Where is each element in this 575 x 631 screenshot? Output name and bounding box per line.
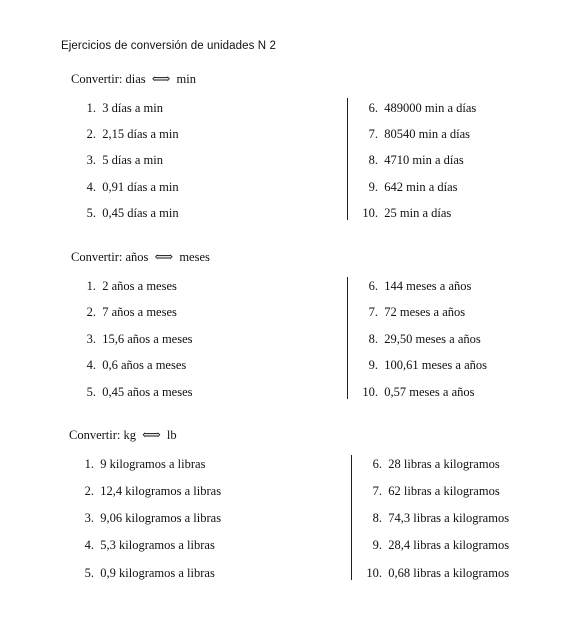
item-number: 6.: [372, 457, 382, 471]
item-number: 6.: [368, 101, 378, 115]
exercise-item: [80, 278, 177, 294]
item-text: 9 kilogramos a libras: [100, 457, 206, 471]
item-number: 4.: [84, 538, 94, 552]
exercise-item: [80, 357, 186, 373]
item-number: 2.: [86, 127, 96, 141]
exercise-item: [356, 152, 464, 168]
item-text: 0,6 años a meses: [102, 358, 187, 372]
item-text: 0,45 años a meses: [102, 385, 193, 399]
item-text: 0,68 libras a kilogramos: [388, 566, 510, 580]
item-number: 3.: [86, 153, 96, 167]
item-number: 7.: [368, 127, 378, 141]
item-number: 5.: [84, 566, 94, 580]
section-heading: [69, 427, 177, 443]
item-number: 4.: [86, 180, 96, 194]
column-divider: [351, 455, 352, 580]
exercise-item: [360, 483, 500, 499]
heading-suffix: min: [176, 72, 196, 86]
item-text: 12,4 kilogramos a libras: [100, 484, 222, 498]
item-text: 15,6 años a meses: [102, 332, 193, 346]
exercise-item: [80, 331, 193, 347]
column-divider: [347, 277, 348, 399]
item-number: 2.: [86, 305, 96, 319]
item-text: 28,4 libras a kilogramos: [388, 538, 510, 552]
item-text: 80540 min a días: [384, 127, 471, 141]
item-number: 9.: [368, 358, 378, 372]
item-number: 5.: [86, 385, 96, 399]
item-text: 100,61 meses a años: [384, 358, 488, 372]
item-text: 2 años a meses: [102, 279, 177, 293]
exercise-item: [78, 456, 205, 472]
exercise-item: [360, 537, 509, 553]
exercise-item: [80, 100, 163, 116]
item-number: 5.: [86, 206, 96, 220]
item-number: 7.: [372, 484, 382, 498]
item-number: 7.: [368, 305, 378, 319]
item-text: 642 min a días: [384, 180, 458, 194]
section-heading: [71, 71, 196, 87]
item-number: 1.: [86, 101, 96, 115]
section-heading: [71, 249, 210, 265]
item-number: 3.: [86, 332, 96, 346]
exercise-item: [80, 384, 193, 400]
item-number: 8.: [368, 153, 378, 167]
item-text: 0,57 meses a años: [384, 385, 475, 399]
exercise-item: [80, 205, 179, 221]
item-number: 8.: [372, 511, 382, 525]
item-text: 0,45 días a min: [102, 206, 179, 220]
heading-prefix: Convertir: años: [71, 250, 149, 264]
exercise-item: [356, 304, 465, 320]
column-divider: [347, 98, 348, 220]
heading-prefix: Convertir: kg: [69, 428, 137, 442]
exercise-item: [356, 357, 487, 373]
item-number: 10.: [362, 385, 378, 399]
item-text: 29,50 meses a años: [384, 332, 481, 346]
item-text: 74,3 libras a kilogramos: [388, 511, 510, 525]
item-number: 9.: [372, 538, 382, 552]
item-text: 5 días a min: [102, 153, 164, 167]
exercise-item: [360, 456, 500, 472]
document-title: Ejercicios de conversión de unidades N 2: [61, 40, 276, 52]
item-text: 2,15 días a min: [102, 127, 179, 141]
item-text: 28 libras a kilogramos: [388, 457, 500, 471]
exercise-item: [80, 179, 179, 195]
exercise-item: [356, 100, 476, 116]
item-text: 144 meses a años: [384, 279, 472, 293]
heading-suffix: lb: [166, 428, 177, 442]
item-number: 2.: [84, 484, 94, 498]
exercise-item: [356, 384, 475, 400]
item-number: 9.: [368, 180, 378, 194]
exercise-item: [80, 152, 163, 168]
double-arrow-icon: ⟺: [142, 427, 161, 442]
item-number: 1.: [86, 279, 96, 293]
item-text: 0,91 días a min: [102, 180, 179, 194]
exercise-item: [356, 126, 470, 142]
item-number: 4.: [86, 358, 96, 372]
item-text: 7 años a meses: [102, 305, 177, 319]
exercise-item: [80, 304, 177, 320]
exercise-item: [78, 483, 221, 499]
exercise-item: [356, 331, 481, 347]
item-text: 72 meses a años: [384, 305, 466, 319]
item-text: 0,9 kilogramos a libras: [100, 566, 215, 580]
exercise-item: [360, 510, 509, 526]
exercise-item: [80, 126, 179, 142]
item-number: 1.: [84, 457, 94, 471]
exercise-item: [356, 179, 458, 195]
double-arrow-icon: ⟺: [151, 71, 171, 86]
item-text: 3 días a min: [102, 101, 164, 115]
item-number: 3.: [84, 511, 94, 525]
item-text: 4710 min a días: [384, 153, 464, 167]
exercise-item: [78, 537, 215, 553]
exercise-item: [78, 565, 215, 581]
double-arrow-icon: ⟺: [154, 249, 174, 264]
heading-prefix: Convertir: dias: [71, 72, 146, 86]
item-text: 62 libras a kilogramos: [388, 484, 500, 498]
heading-suffix: meses: [179, 250, 210, 264]
exercise-item: [356, 278, 471, 294]
item-text: 9,06 kilogramos a libras: [100, 511, 222, 525]
item-text: 25 min a días: [384, 206, 452, 220]
item-text: 489000 min a días: [384, 101, 477, 115]
item-text: 5,3 kilogramos a libras: [100, 538, 215, 552]
item-number: 10.: [362, 206, 378, 220]
item-number: 10.: [366, 566, 382, 580]
exercise-item: [356, 205, 451, 221]
item-number: 6.: [368, 279, 378, 293]
item-number: 8.: [368, 332, 378, 346]
exercise-item: [78, 510, 221, 526]
exercise-item: [360, 565, 509, 581]
